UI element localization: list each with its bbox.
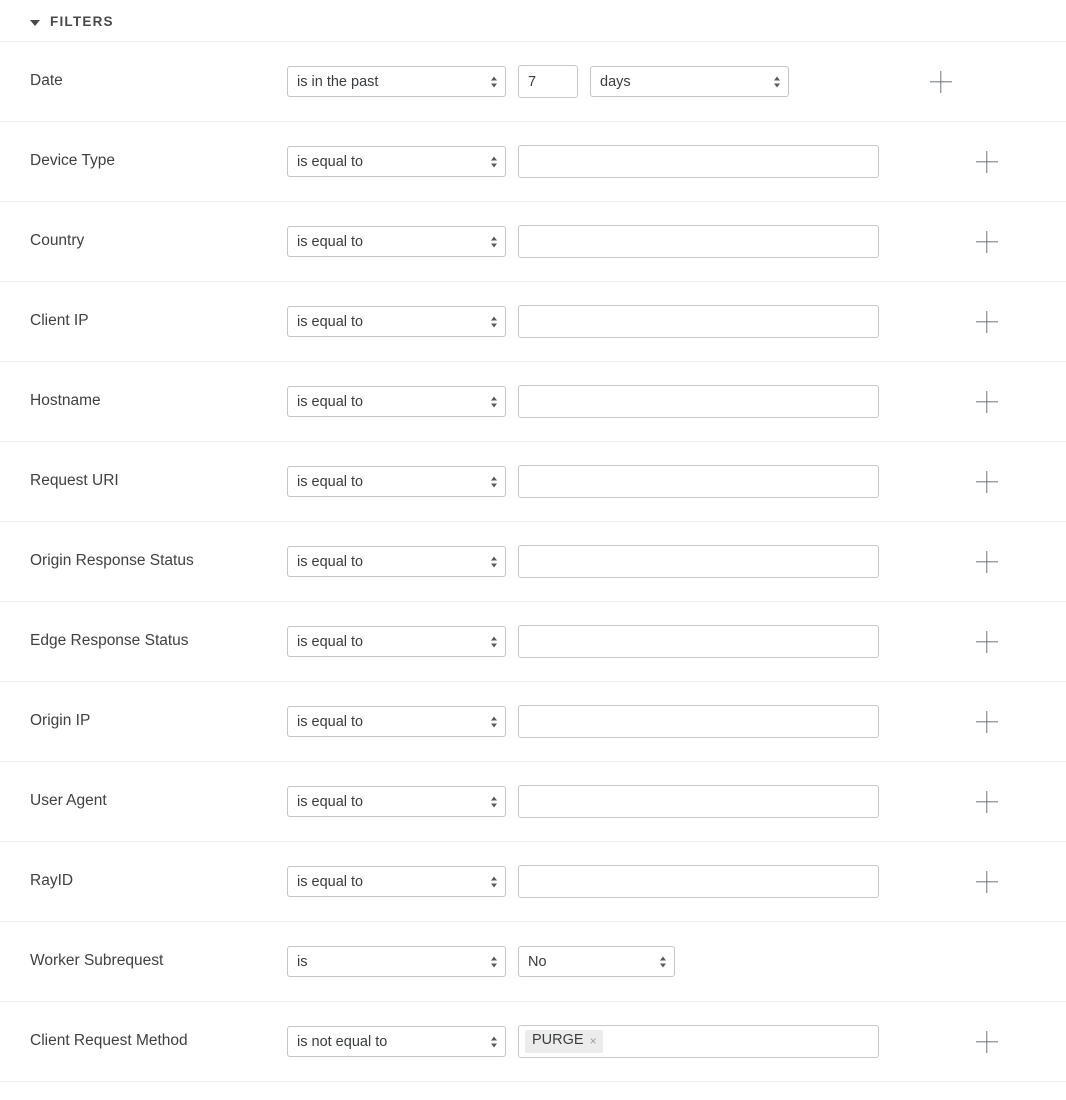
filter-value-input[interactable] [518,465,879,498]
filter-controls [287,65,1066,98]
filter-label: Worker Subrequest [30,952,164,970]
operator-select[interactable] [287,546,506,577]
operator-select[interactable] [287,386,506,417]
operator-select-value: is equal to [297,873,364,890]
chevron-updown-icon [491,316,497,327]
duration-units-value: days [600,73,631,90]
filter-controls [287,145,1066,178]
filter-row-request-uri [0,441,1066,521]
chevron-updown-icon [491,76,497,87]
operator-select-value: is equal to [297,313,364,330]
filter-value-input[interactable] [518,225,879,258]
filter-controls [287,225,1066,258]
chevron-updown-icon [491,156,497,167]
operator-select-value: is equal to [297,793,364,810]
filter-row-rayid [0,841,1066,921]
add-filter-button[interactable] [976,871,998,893]
operator-select[interactable] [287,306,506,337]
filter-row-client-ip [0,281,1066,361]
chevron-updown-icon [491,556,497,567]
filter-controls [287,1025,1066,1058]
operator-select[interactable] [287,786,506,817]
filter-row-date [0,41,1066,121]
add-filter-button[interactable] [976,231,998,253]
filter-value-input[interactable] [518,865,879,898]
operator-select[interactable] [287,946,506,977]
add-filter-button[interactable] [976,631,998,653]
operator-select-value: is [297,953,308,970]
chevron-updown-icon [491,716,497,727]
operator-select-value: is equal to [297,393,364,410]
filter-value-input[interactable] [518,705,879,738]
chevron-updown-icon [491,876,497,887]
boolean-value-select[interactable] [518,946,675,977]
operator-select[interactable] [287,146,506,177]
operator-select[interactable] [287,226,506,257]
filter-controls [287,385,1066,418]
chevron-updown-icon [491,236,497,247]
operator-select-value: is equal to [297,153,364,170]
operator-select[interactable] [287,466,506,497]
filter-row-worker-subrequest [0,921,1066,1001]
close-icon[interactable]: × [589,1033,597,1048]
caret-down-icon[interactable] [30,20,40,26]
filter-label: Date [30,72,63,90]
filter-value-input[interactable] [518,305,879,338]
filters-title: FILTERS [50,14,114,29]
filter-label: Edge Response Status [30,632,189,650]
filter-controls [287,785,1066,818]
chevron-updown-icon [660,956,666,967]
add-filter-button[interactable] [976,1031,998,1053]
chevron-updown-icon [774,76,780,87]
add-filter-button[interactable] [976,151,998,173]
operator-select-value: is not equal to [297,1033,388,1050]
operator-select[interactable] [287,626,506,657]
filter-label: User Agent [30,792,107,810]
filter-row-hostname [0,361,1066,441]
filter-label: Origin Response Status [30,552,194,570]
panel-bottom-divider [0,1081,1066,1100]
filter-controls [287,465,1066,498]
chevron-updown-icon [491,796,497,807]
filter-label: Origin IP [30,712,91,730]
filter-row-origin-response-status [0,521,1066,601]
chevron-updown-icon [491,476,497,487]
add-filter-button[interactable] [976,791,998,813]
filter-row-origin-ip [0,681,1066,761]
filter-controls [287,705,1066,738]
filter-controls [287,545,1066,578]
operator-select-value: is equal to [297,633,364,650]
operator-select[interactable] [287,66,506,97]
operator-select-value: is in the past [297,73,379,90]
add-filter-button[interactable] [976,711,998,733]
filter-label: Client Request Method [30,1032,188,1050]
operator-select[interactable] [287,1026,506,1057]
filter-value-input[interactable] [518,145,879,178]
filter-row-country [0,201,1066,281]
boolean-value: No [528,953,547,970]
filter-controls [287,946,1066,977]
operator-select-value: is equal to [297,233,364,250]
filter-label: Hostname [30,392,101,410]
operator-select[interactable] [287,706,506,737]
add-filter-button[interactable] [976,391,998,413]
add-filter-button[interactable] [976,471,998,493]
filter-token [525,1030,603,1052]
add-filter-button[interactable] [930,71,952,93]
filter-label: Request URI [30,472,119,490]
chevron-updown-icon [491,1036,497,1047]
filter-row-edge-response-status [0,601,1066,681]
operator-select-value: is equal to [297,713,364,730]
duration-amount-value: 7 [528,73,537,90]
filter-row-user-agent [0,761,1066,841]
filter-label: Country [30,232,85,250]
chevron-updown-icon [491,396,497,407]
chevron-updown-icon [491,956,497,967]
filter-label: Client IP [30,312,89,330]
filter-row-device-type [0,121,1066,201]
filter-row-client-request-method [0,1001,1066,1081]
filter-value-input[interactable] [518,545,879,578]
filter-token-label: PURGE [532,1032,584,1049]
filters-header[interactable] [0,0,1066,41]
filter-controls [287,305,1066,338]
add-filter-button[interactable] [976,311,998,333]
duration-amount-input[interactable] [518,65,578,98]
operator-select-value: is equal to [297,553,364,570]
operator-select[interactable] [287,866,506,897]
filter-label: Device Type [30,152,116,170]
add-filter-button[interactable] [976,551,998,573]
filter-value-input[interactable] [518,785,879,818]
filter-token-input[interactable] [518,1025,879,1058]
chevron-updown-icon [491,636,497,647]
operator-select-value: is equal to [297,473,364,490]
filter-controls [287,865,1066,898]
filter-value-input[interactable] [518,625,879,658]
duration-units-select[interactable] [590,66,789,97]
filter-controls [287,625,1066,658]
filter-label: RayID [30,872,74,890]
filter-value-input[interactable] [518,385,879,418]
